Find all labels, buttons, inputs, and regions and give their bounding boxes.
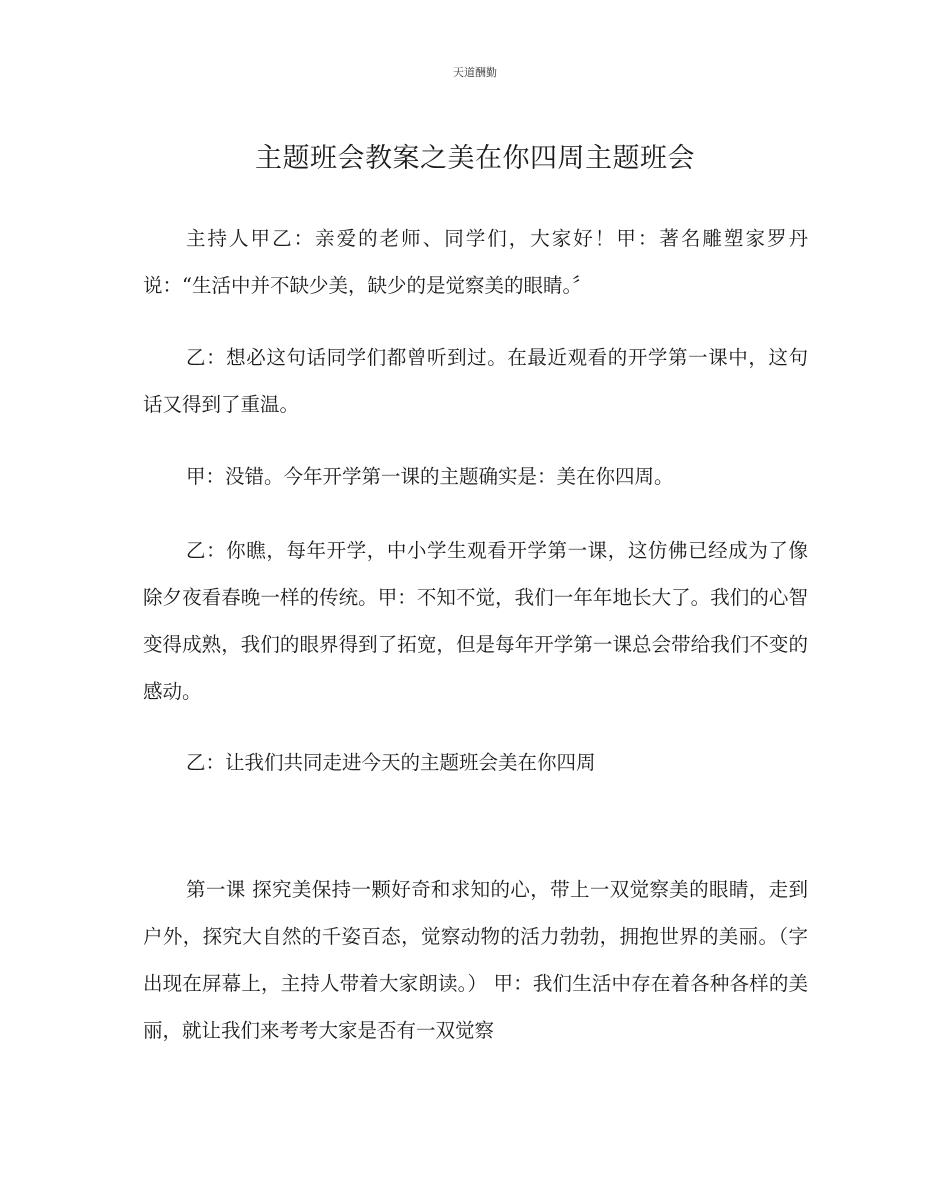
document-title: 主题班会教案之美在你四周主题班会 — [255, 143, 695, 174]
paragraph: 乙：想必这句话同学们都曾听到过。在最近观看的开学第一课中，这句话又得到了重温。 — [143, 346, 808, 416]
paragraph: 主持人甲乙：亲爱的老师、同学们，大家好！甲：著名雕塑家罗丹说：“生活中并不缺少美，缺少的是觉察美的眼睛。〞 — [143, 227, 808, 297]
paragraph: 第一课 探究美保持一颗好奇和求知的心，带上一双觉察美的眼睛，走到户外，探究大自然的千姿百态，觉察动物的活力勃勃，拥抱世界的美丽。（字出现在屏幕上，主持人带着大家朗读。） 甲：我们生活中存在着各种各样的美丽，就让我们来考考大家是否有一双觉察 — [143, 878, 808, 1042]
page-header: 天道酬勤 — [453, 66, 497, 79]
paragraph: 乙：你瞧，每年开学，中小学生观看开学第一课，这仿佛已经成为了像除夕夜看春晚一样的传统。甲：不知不觉，我们一年年地长大了。我们的心智变得成熟，我们的眼界得到了拓宽，但是每年开学第一课总会带给我们不变的感动。 — [143, 539, 808, 703]
paragraph: 乙：让我们共同走进今天的主题班会美在你四周 — [186, 751, 596, 774]
paragraph: 甲：没错。今年开学第一课的主题确实是：美在你四周。 — [186, 465, 674, 488]
